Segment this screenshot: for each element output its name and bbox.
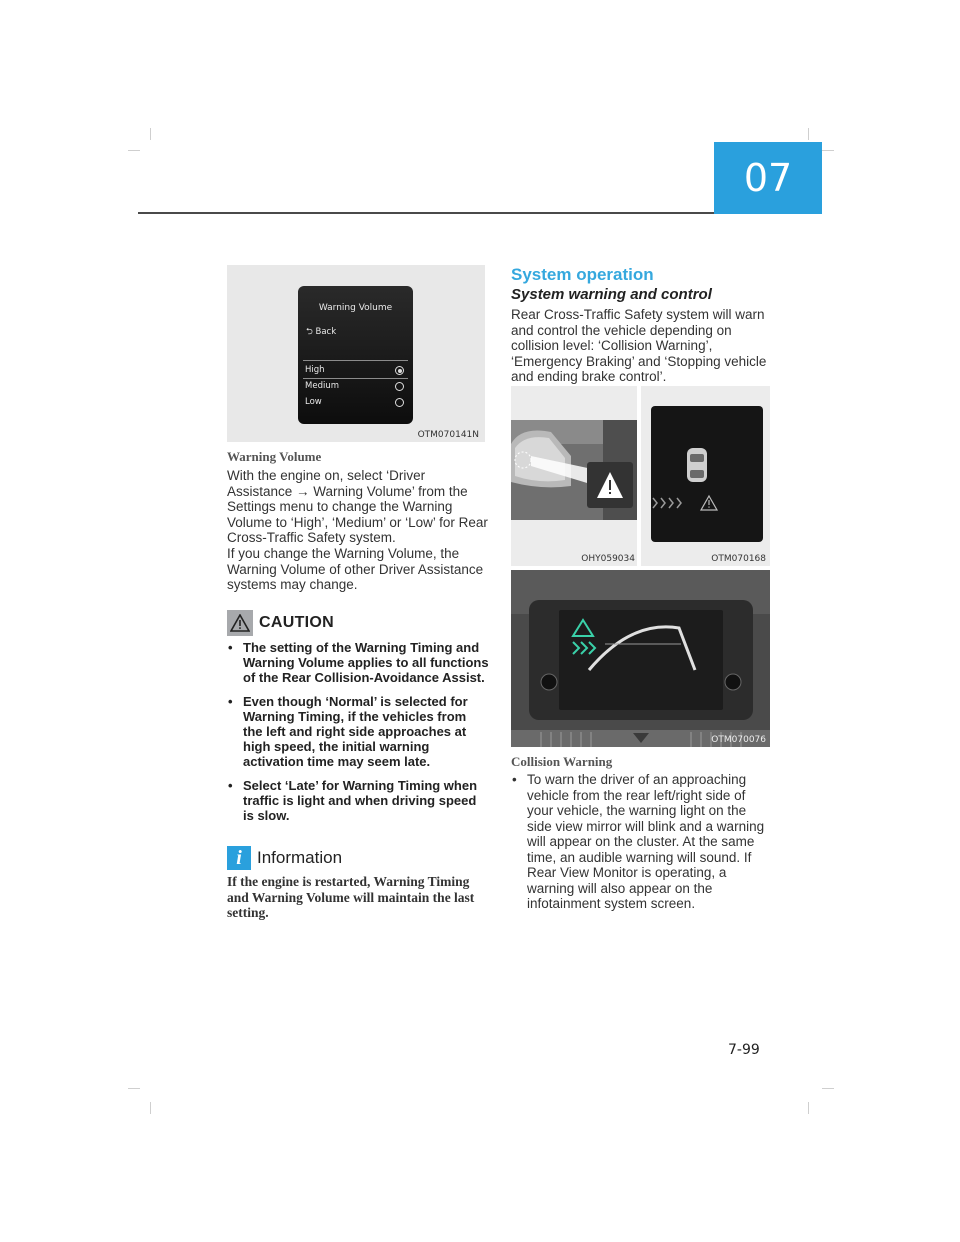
crop-mark <box>150 1102 151 1114</box>
option-label: High <box>305 365 325 375</box>
list-item: • Even though ‘Normal’ is selected for Warning Timing, if the vehicles from the left and right side approaches at high speed, the initial warning activation time may seem late. <box>227 694 489 769</box>
list-item: • The setting of the Warning Timing and Warning Volume applies to all functions of the Rear Collision-Avoidance Assist. <box>227 640 489 685</box>
section-subtitle: System warning and control <box>511 286 712 303</box>
caution-header <box>227 610 334 636</box>
collision-warning-heading: Collision Warning <box>511 754 613 769</box>
figure-code: OTM070168 <box>711 554 766 564</box>
option-label: Medium <box>305 381 339 391</box>
crop-mark <box>822 1088 834 1089</box>
infotainment-warning-figure <box>511 570 770 747</box>
information-label: Information <box>257 848 343 867</box>
option-high <box>303 363 408 378</box>
section-title: System operation <box>511 265 654 284</box>
option-label: Low <box>305 397 322 407</box>
collision-warning-list <box>511 772 773 912</box>
paragraph: With the engine on, select ‘Driver Assistance → Warning Volume’ from the Settings menu to change the Warning Volume to ‘High’, ‘Medium’ or ‘Low’ for Rear Cross-Traffic Safety system. <box>227 468 488 545</box>
back-arrow-icon: ⮌ <box>306 327 313 337</box>
cluster-screen <box>298 286 413 424</box>
figure-code: OTM070076 <box>711 735 766 745</box>
infotainment-illustration <box>511 570 770 747</box>
chapter-tab: 07 <box>714 142 822 214</box>
cluster-warning-illustration <box>641 386 770 566</box>
crop-mark <box>808 1102 809 1114</box>
information-header <box>227 846 342 870</box>
header-rule <box>138 212 714 214</box>
radio-selected-icon <box>395 366 404 375</box>
figure-code: OHY059034 <box>581 554 635 564</box>
warning-triangle-icon <box>227 610 253 636</box>
radio-empty-icon <box>395 398 404 407</box>
figure-code: OTM070141N <box>417 430 479 440</box>
paragraph: If you change the Warning Volume, the Warning Volume of other Driver Assistance systems may change. <box>227 546 484 592</box>
menu-divider <box>303 360 408 361</box>
list-item: • Select ‘Late’ for Warning Timing when traffic is light and when driving speed is slow. <box>227 778 489 823</box>
warning-volume-heading: Warning Volume <box>227 449 322 464</box>
crop-mark <box>128 1088 140 1089</box>
side-mirror-figure <box>511 386 637 566</box>
caution-list <box>227 640 489 832</box>
crop-mark <box>150 128 151 140</box>
back-item <box>306 326 336 340</box>
crop-mark <box>128 150 140 151</box>
back-label: Back <box>315 327 337 337</box>
page-number: 7-99 <box>728 1042 760 1058</box>
radio-empty-icon <box>395 382 404 391</box>
side-mirror-illustration <box>511 386 637 566</box>
crop-mark <box>822 150 834 151</box>
list-item: • To warn the driver of an approaching vehicle from the rear left/right side of your vehicle, the warning light on the side view mirror will blink and a warning will appear on the cluster. At the same time, an audible warning will sound. If Rear View Monitor is operating, a warning will also appear on the infotainment system screen. <box>511 772 773 912</box>
information-text: If the engine is restarted, Warning Timing and Warning Volume will maintain the last setting. <box>227 874 475 920</box>
intro-paragraph: Rear Cross-Traffic Safety system will warn and control the vehicle depending on collision level: ‘Collision Warning’, ‘Emergency Braking’ and ‘Stopping vehicle and ending brake control’. <box>511 307 767 384</box>
caution-label: CAUTION <box>259 614 334 631</box>
crop-mark <box>808 128 809 140</box>
warning-volume-figure <box>227 265 485 442</box>
cluster-warning-figure <box>641 386 770 566</box>
screen-title: Warning Volume <box>318 303 393 313</box>
option-medium <box>303 379 408 394</box>
information-icon: i <box>227 846 251 870</box>
option-low <box>303 395 408 410</box>
